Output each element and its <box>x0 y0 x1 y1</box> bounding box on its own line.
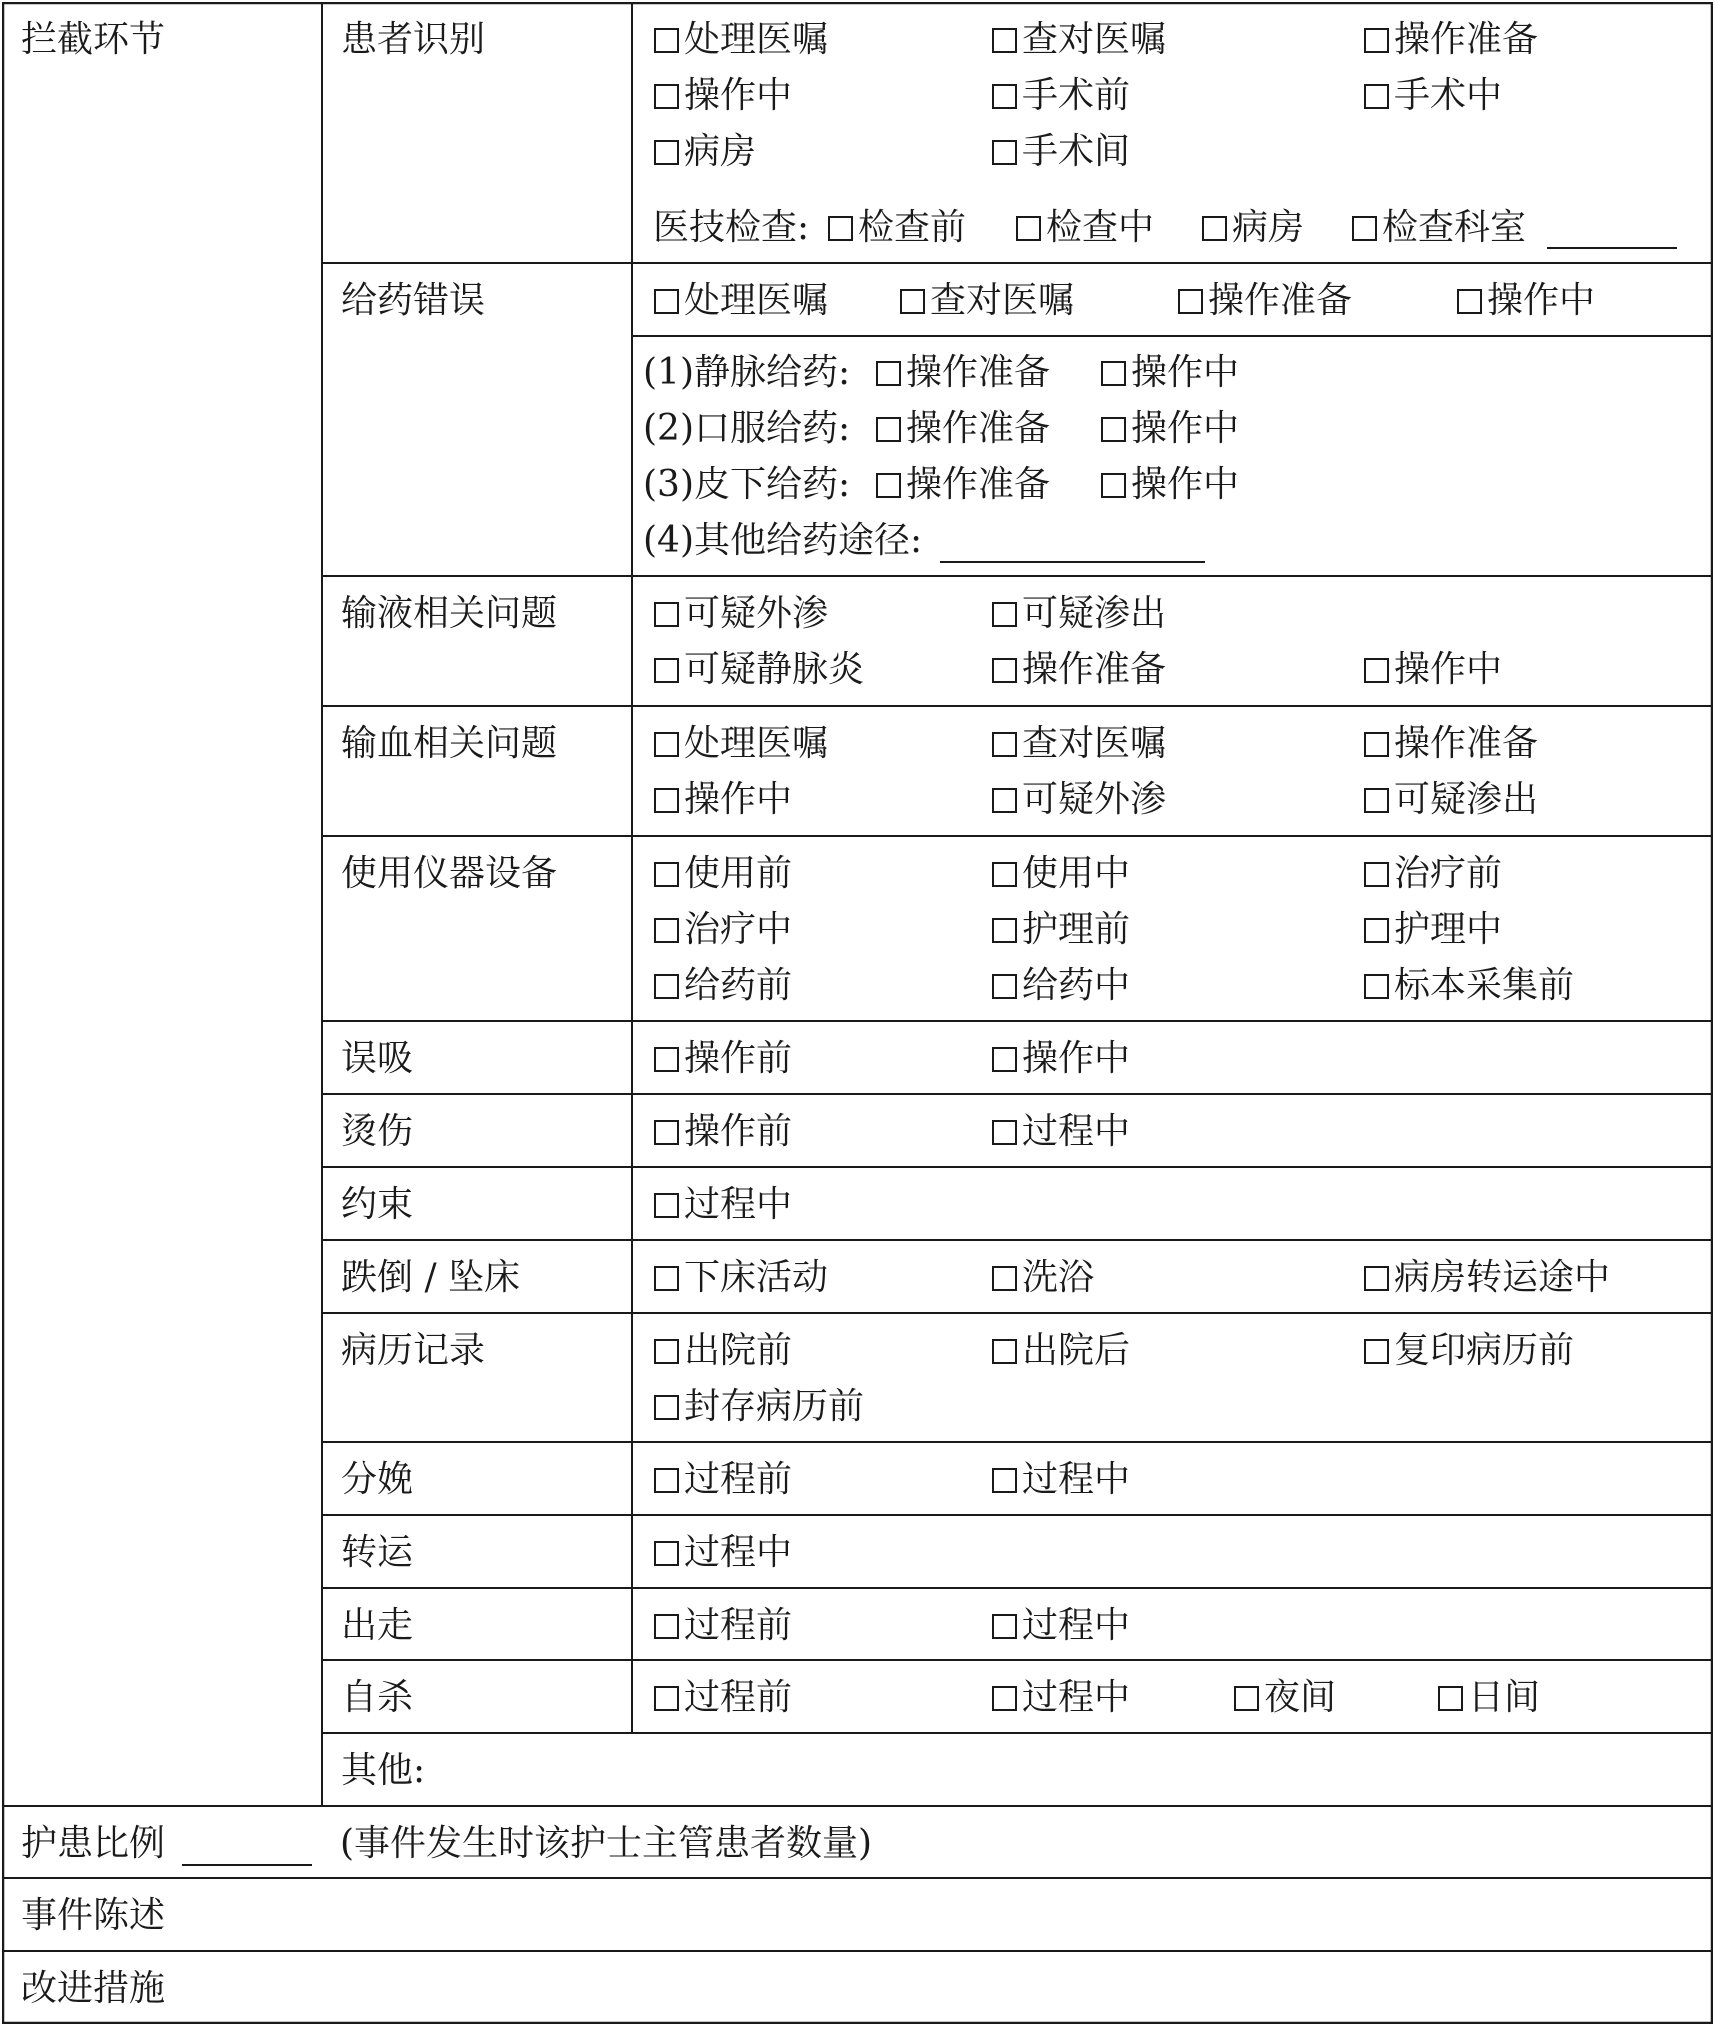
patient_id-opt-6-checkbox[interactable] <box>654 140 679 165</box>
patient_id-opt-4-checkbox[interactable] <box>992 84 1017 109</box>
row-label-infusion: 输液相关问题 <box>341 593 558 634</box>
row-label-transfer: 转运 <box>341 1532 414 1573</box>
equipment-opt-3-checkbox[interactable] <box>654 918 679 943</box>
suicide-opt-0-checkbox[interactable] <box>654 1686 679 1711</box>
equipment-opt-1-label: 使用中 <box>1022 853 1131 894</box>
medication-opt-3-label: 操作中 <box>1487 280 1596 321</box>
suicide-opt-1-checkbox[interactable] <box>992 1686 1017 1711</box>
equipment-opt-2-checkbox[interactable] <box>1364 862 1389 887</box>
infusion-opt-2-checkbox[interactable] <box>654 658 679 683</box>
infusion-opt-2-label: 可疑静脉炎 <box>684 649 865 690</box>
suicide-opt-2-label: 夜间 <box>1264 1677 1337 1718</box>
exam-opt-1-checkbox[interactable] <box>1016 216 1041 241</box>
infusion-opt-4-label: 操作中 <box>1394 649 1503 690</box>
patient_id-opt-3-label: 操作中 <box>684 75 793 116</box>
suicide-opt-2-checkbox[interactable] <box>1234 1686 1259 1711</box>
delivery-opt-0-checkbox[interactable] <box>654 1468 679 1493</box>
restraint-opt-0-label: 过程中 <box>684 1184 793 1225</box>
fall-opt-0-checkbox[interactable] <box>654 1266 679 1291</box>
patient_id-opt-3-checkbox[interactable] <box>654 84 679 109</box>
infusion-opt-3-checkbox[interactable] <box>992 658 1017 683</box>
route-label-0: (1)静脉给药: <box>643 352 851 393</box>
restraint-opt-0-checkbox[interactable] <box>654 1193 679 1218</box>
delivery-opt-0-label: 过程前 <box>684 1459 793 1500</box>
transfusion-opt-0-checkbox[interactable] <box>654 732 679 757</box>
equipment-opt-5-label: 护理中 <box>1394 909 1503 950</box>
transfusion-opt-3-label: 操作中 <box>684 779 793 820</box>
row-label-patient_id: 患者识别 <box>341 19 486 60</box>
equipment-opt-8-label: 标本采集前 <box>1394 965 1575 1006</box>
improvement-label: 改进措施 <box>21 1968 166 2009</box>
delivery-opt-1-checkbox[interactable] <box>992 1468 1017 1493</box>
equipment-opt-0-label: 使用前 <box>684 853 793 894</box>
medication-opt-2-checkbox[interactable] <box>1178 289 1203 314</box>
route-2-opt-0-checkbox[interactable] <box>876 473 901 498</box>
row-label-elopement: 出走 <box>341 1605 414 1646</box>
patient_id-opt-4-label: 手术前 <box>1022 75 1131 116</box>
aspiration-opt-0-label: 操作前 <box>684 1038 793 1079</box>
main-label: 拦截环节 <box>21 19 166 60</box>
infusion-opt-3-label: 操作准备 <box>1022 649 1167 690</box>
equipment-opt-0-checkbox[interactable] <box>654 862 679 887</box>
ratio-blank[interactable] <box>182 1864 312 1866</box>
route-label-1: (2)口服给药: <box>643 408 851 449</box>
scald-opt-1-label: 过程中 <box>1022 1111 1131 1152</box>
row-label-scald: 烫伤 <box>341 1111 414 1152</box>
row-label-delivery: 分娩 <box>341 1459 414 1500</box>
exam-dept-blank[interactable] <box>1547 247 1677 249</box>
aspiration-opt-1-checkbox[interactable] <box>992 1047 1017 1072</box>
equipment-opt-7-checkbox[interactable] <box>992 974 1017 999</box>
scald-opt-0-checkbox[interactable] <box>654 1120 679 1145</box>
route-0-opt-1-checkbox[interactable] <box>1101 361 1126 386</box>
transfusion-opt-1-label: 查对医嘱 <box>1022 723 1167 764</box>
equipment-opt-1-checkbox[interactable] <box>992 862 1017 887</box>
route-0-opt-0-label: 操作准备 <box>906 352 1051 393</box>
infusion-opt-4-checkbox[interactable] <box>1364 658 1389 683</box>
patient_id-opt-7-label: 手术间 <box>1022 131 1131 172</box>
records-opt-1-label: 出院后 <box>1022 1330 1131 1371</box>
transfer-opt-0-label: 过程中 <box>684 1532 793 1573</box>
exam-opt-0-checkbox[interactable] <box>828 216 853 241</box>
equipment-opt-3-label: 治疗中 <box>684 909 793 950</box>
equipment-opt-8-checkbox[interactable] <box>1364 974 1389 999</box>
infusion-opt-1-label: 可疑渗出 <box>1022 593 1167 634</box>
patient_id-opt-7-checkbox[interactable] <box>992 140 1017 165</box>
patient_id-opt-6-label: 病房 <box>684 131 757 172</box>
equipment-opt-4-checkbox[interactable] <box>992 918 1017 943</box>
row-label-fall: 跌倒 / 坠床 <box>341 1257 521 1298</box>
fall-opt-1-label: 洗浴 <box>1022 1257 1095 1298</box>
row-label-restraint: 约束 <box>341 1184 414 1225</box>
exam-label: 医技检查: <box>653 207 810 248</box>
ratio-label: 护患比例 <box>21 1823 166 1864</box>
medication-opt-0-checkbox[interactable] <box>654 289 679 314</box>
narrative-label: 事件陈述 <box>21 1895 166 1936</box>
aspiration-opt-0-checkbox[interactable] <box>654 1047 679 1072</box>
medication-opt-1-label: 查对医嘱 <box>930 280 1075 321</box>
route-2-opt-0-label: 操作准备 <box>906 464 1051 505</box>
elopement-opt-1-checkbox[interactable] <box>992 1614 1017 1639</box>
transfer-opt-0-checkbox[interactable] <box>654 1541 679 1566</box>
transfusion-opt-2-checkbox[interactable] <box>1364 732 1389 757</box>
transfusion-opt-4-checkbox[interactable] <box>992 788 1017 813</box>
suicide-opt-3-label: 日间 <box>1468 1677 1541 1718</box>
row-label-equipment: 使用仪器设备 <box>341 853 558 894</box>
elopement-opt-1-label: 过程中 <box>1022 1605 1131 1646</box>
transfusion-opt-3-checkbox[interactable] <box>654 788 679 813</box>
exam-opt-2-checkbox[interactable] <box>1202 216 1227 241</box>
patient_id-opt-2-label: 操作准备 <box>1394 19 1539 60</box>
fall-opt-1-checkbox[interactable] <box>992 1266 1017 1291</box>
other-route-label: (4)其他给药途径: <box>643 520 923 561</box>
row-label-medication: 给药错误 <box>341 280 486 321</box>
intercept-form <box>2 2 1713 2024</box>
row-label-suicide: 自杀 <box>341 1677 414 1718</box>
medication-opt-3-checkbox[interactable] <box>1457 289 1482 314</box>
medication-opt-1-checkbox[interactable] <box>900 289 925 314</box>
scald-opt-1-checkbox[interactable] <box>992 1120 1017 1145</box>
records-opt-0-checkbox[interactable] <box>654 1339 679 1364</box>
row-label-other: 其他: <box>341 1750 426 1791</box>
patient_id-opt-1-checkbox[interactable] <box>992 28 1017 53</box>
ratio-note: (事件发生时该护士主管患者数量) <box>340 1823 873 1864</box>
exam-opt-3-checkbox[interactable] <box>1352 216 1377 241</box>
equipment-opt-7-label: 给药中 <box>1022 965 1131 1006</box>
infusion-opt-0-label: 可疑外渗 <box>684 593 829 634</box>
equipment-opt-6-checkbox[interactable] <box>654 974 679 999</box>
other-route-blank[interactable] <box>940 561 1205 563</box>
route-1-opt-0-label: 操作准备 <box>906 408 1051 449</box>
records-opt-0-label: 出院前 <box>684 1330 793 1371</box>
route-2-opt-1-label: 操作中 <box>1131 464 1240 505</box>
transfusion-opt-2-label: 操作准备 <box>1394 723 1539 764</box>
records-opt-3-label: 封存病历前 <box>684 1386 865 1427</box>
patient_id-opt-1-label: 查对医嘱 <box>1022 19 1167 60</box>
records-opt-3-checkbox[interactable] <box>654 1395 679 1420</box>
exam-opt-1-label: 检查中 <box>1046 207 1155 248</box>
row-label-aspiration: 误吸 <box>341 1038 414 1079</box>
transfusion-opt-0-label: 处理医嘱 <box>684 723 829 764</box>
scald-opt-0-label: 操作前 <box>684 1111 793 1152</box>
suicide-opt-3-checkbox[interactable] <box>1438 1686 1463 1711</box>
route-0-opt-1-label: 操作中 <box>1131 352 1240 393</box>
row-label-records: 病历记录 <box>341 1330 486 1371</box>
exam-opt-3-label: 检查科室 <box>1382 207 1527 248</box>
equipment-opt-6-label: 给药前 <box>684 965 793 1006</box>
suicide-opt-1-label: 过程中 <box>1022 1677 1131 1718</box>
patient_id-opt-5-label: 手术中 <box>1394 75 1503 116</box>
route-0-opt-0-checkbox[interactable] <box>876 361 901 386</box>
fall-opt-2-checkbox[interactable] <box>1364 1266 1389 1291</box>
aspiration-opt-1-label: 操作中 <box>1022 1038 1131 1079</box>
fall-opt-0-label: 下床活动 <box>684 1257 829 1298</box>
transfusion-opt-1-checkbox[interactable] <box>992 732 1017 757</box>
medication-opt-2-label: 操作准备 <box>1208 280 1353 321</box>
route-1-opt-1-label: 操作中 <box>1131 408 1240 449</box>
equipment-opt-4-label: 护理前 <box>1022 909 1131 950</box>
route-1-opt-0-checkbox[interactable] <box>876 417 901 442</box>
patient_id-opt-5-checkbox[interactable] <box>1364 84 1389 109</box>
transfusion-opt-5-label: 可疑渗出 <box>1394 779 1539 820</box>
infusion-opt-1-checkbox[interactable] <box>992 602 1017 627</box>
patient_id-opt-0-label: 处理医嘱 <box>684 19 829 60</box>
row-label-transfusion: 输血相关问题 <box>341 723 558 764</box>
transfusion-opt-5-checkbox[interactable] <box>1364 788 1389 813</box>
equipment-opt-2-label: 治疗前 <box>1394 853 1503 894</box>
elopement-opt-0-label: 过程前 <box>684 1605 793 1646</box>
exam-opt-0-label: 检查前 <box>858 207 967 248</box>
records-opt-2-label: 复印病历前 <box>1394 1330 1575 1371</box>
medication-opt-0-label: 处理医嘱 <box>684 280 829 321</box>
equipment-opt-5-checkbox[interactable] <box>1364 918 1389 943</box>
elopement-opt-0-checkbox[interactable] <box>654 1614 679 1639</box>
records-opt-2-checkbox[interactable] <box>1364 1339 1389 1364</box>
records-opt-1-checkbox[interactable] <box>992 1339 1017 1364</box>
transfusion-opt-4-label: 可疑外渗 <box>1022 779 1167 820</box>
infusion-opt-0-checkbox[interactable] <box>654 602 679 627</box>
exam-opt-2-label: 病房 <box>1232 207 1305 248</box>
route-2-opt-1-checkbox[interactable] <box>1101 473 1126 498</box>
patient_id-opt-0-checkbox[interactable] <box>654 28 679 53</box>
delivery-opt-1-label: 过程中 <box>1022 1459 1131 1500</box>
patient_id-opt-2-checkbox[interactable] <box>1364 28 1389 53</box>
route-label-2: (3)皮下给药: <box>643 464 851 505</box>
suicide-opt-0-label: 过程前 <box>684 1677 793 1718</box>
route-1-opt-1-checkbox[interactable] <box>1101 417 1126 442</box>
fall-opt-2-label: 病房转运途中 <box>1394 1257 1611 1298</box>
